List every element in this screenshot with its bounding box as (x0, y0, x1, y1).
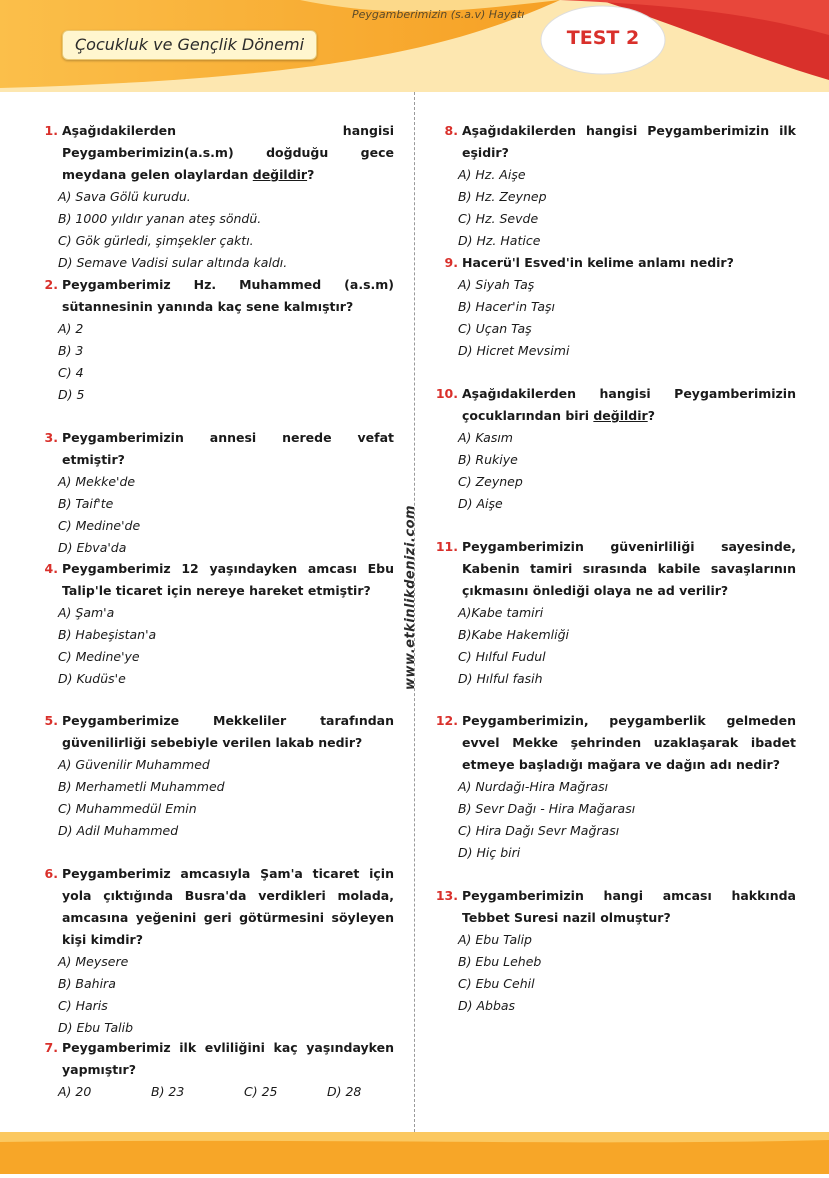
option-b[interactable]: B) Habeşistan'a (58, 627, 157, 642)
question-number: 11. (435, 539, 458, 554)
option-b[interactable]: B) 1000 yıldır yanan ateş söndü. (58, 211, 262, 226)
option-a[interactable]: A) 2 (58, 321, 84, 336)
question-text (62, 120, 394, 186)
option-c[interactable]: C) 25 (244, 1084, 278, 1099)
question-text-part: ? (647, 408, 655, 423)
option-b[interactable]: B) Merhametli Muhammed (58, 779, 225, 794)
option-a[interactable]: A) Meysere (58, 954, 129, 969)
question-number: 1. (44, 123, 58, 138)
option-a[interactable]: A) Hz. Aişe (458, 167, 526, 182)
footer-banner (0, 1132, 829, 1174)
question-text: Peygamberimize Mekkeliler tarafından güvenilirliği sebebiyle verilen lakab nedir? (62, 713, 394, 750)
option-b[interactable]: B) Rukiye (458, 452, 518, 467)
question-number: 6. (44, 866, 58, 881)
question-number: 4. (44, 561, 58, 576)
option-c[interactable]: C) Ebu Cehil (458, 976, 535, 991)
question-13 (434, 885, 796, 1017)
option-c[interactable]: C) Hılful Fudul (458, 649, 546, 664)
option-b[interactable]: B) Bahira (58, 976, 116, 991)
option-a[interactable]: A)Kabe tamiri (458, 605, 544, 620)
option-a[interactable]: A) 20 (58, 1084, 92, 1099)
question-text: Peygamberimiz 12 yaşındayken amcası Ebu Talip'le ticaret için nereye hareket etmiştir? (62, 561, 394, 598)
question-8 (434, 120, 796, 252)
option-b[interactable]: B) 3 (58, 343, 84, 358)
subject-title: Peygamberimizin (s.a.v) Hayatı (352, 8, 525, 21)
question-number: 10. (435, 386, 458, 401)
question-number: 7. (44, 1040, 58, 1055)
option-c[interactable]: C) Hira Dağı Sevr Mağrası (458, 823, 620, 838)
question-text: Peygamberimiz Hz. Muhammed (a.s.m) sütannesinin yanında kaç sene kalmıştır? (62, 277, 394, 314)
website-watermark: www.etkinlikdenizi.com (403, 504, 418, 690)
option-d[interactable]: D) Ebva'da (58, 540, 127, 555)
question-number: 2. (44, 277, 58, 292)
question-2 (40, 274, 394, 406)
question-text: Peygamberimizin güvenirliliği sayesinde, Kabenin tamiri sırasında kabile savaşlarının çıkmasını önlediği olaya ne ad verilir? (462, 539, 796, 598)
question-emphasis: değildir (593, 408, 648, 423)
option-a[interactable]: A) Ebu Talip (458, 932, 532, 947)
option-d[interactable]: D) Kudüs'e (58, 671, 126, 686)
option-c[interactable]: C) Uçan Taş (458, 321, 532, 336)
question-6 (40, 863, 394, 1039)
question-3 (40, 427, 394, 559)
question-10 (434, 383, 796, 515)
option-c[interactable]: C) Hz. Sevde (458, 211, 539, 226)
option-d[interactable]: D) Hılful fasih (458, 671, 543, 686)
option-d[interactable]: D) 28 (327, 1084, 362, 1099)
option-c[interactable]: C) Medine'ye (58, 649, 140, 664)
option-a[interactable]: A) Kasım (458, 430, 513, 445)
question-text: Hacerü'l Esved'in kelime anlamı nedir? (462, 255, 734, 270)
option-c[interactable]: C) Haris (58, 998, 108, 1013)
question-number: 13. (435, 888, 458, 903)
option-a[interactable]: A) Nurdağı-Hira Mağrası (458, 779, 609, 794)
option-d[interactable]: D) 5 (58, 387, 85, 402)
option-b[interactable]: B) 23 (151, 1084, 185, 1099)
option-a[interactable]: A) Mekke'de (58, 474, 136, 489)
question-text: Peygamberimizin hangi amcası hakkında Tebbet Suresi nazil olmuştur? (462, 888, 796, 925)
question-text (462, 383, 796, 427)
unit-title: Çocukluk ve Gençlik Dönemi (62, 30, 317, 60)
question-number: 5. (44, 713, 58, 728)
question-emphasis: değildir (252, 167, 308, 182)
question-1 (40, 120, 394, 274)
option-d[interactable]: D) Adil Muhammed (58, 823, 179, 838)
option-d[interactable]: D) Semave Vadisi sular altında kaldı. (58, 255, 288, 270)
option-a[interactable]: A) Güvenilir Muhammed (58, 757, 210, 772)
question-number: 9. (444, 255, 458, 270)
question-12 (434, 710, 796, 864)
option-c[interactable]: C) 4 (58, 365, 84, 380)
option-d[interactable]: D) Hz. Hatice (458, 233, 541, 248)
option-b[interactable]: B) Hz. Zeynep (458, 189, 547, 204)
option-a[interactable]: A) Siyah Taş (458, 277, 535, 292)
question-11 (434, 536, 796, 690)
page-header (0, 0, 829, 92)
option-b[interactable]: B) Taif'te (58, 496, 114, 511)
option-c[interactable]: C) Gök gürledi, şimşekler çaktı. (58, 233, 254, 248)
option-a[interactable]: A) Sava Gölü kurudu. (58, 189, 191, 204)
question-5 (40, 710, 394, 842)
option-c[interactable]: C) Zeynep (458, 474, 523, 489)
option-c[interactable]: C) Medine'de (58, 518, 141, 533)
question-text-part: ? (307, 167, 315, 182)
option-b[interactable]: B) Ebu Leheb (458, 954, 542, 969)
option-d[interactable]: D) Hiç biri (458, 845, 521, 860)
option-d[interactable]: D) Ebu Talib (58, 1020, 134, 1035)
question-text: Peygamberimizin, peygamberlik gelmeden evvel Mekke şehrinden uzaklaşarak ibadet etmeye başladığı mağara ve dağın adı nedir? (462, 713, 796, 772)
question-text-part: Aşağıdakilerden hangisi Peygamberimizin çocuklarından biri (462, 386, 796, 423)
option-b[interactable]: B) Sevr Dağı - Hira Mağarası (458, 801, 636, 816)
option-d[interactable]: D) Abbas (458, 998, 516, 1013)
question-4 (40, 558, 394, 690)
option-d[interactable]: D) Aişe (458, 496, 503, 511)
option-b[interactable]: B) Hacer'in Taşı (458, 299, 555, 314)
question-9 (434, 252, 796, 362)
question-text: Peygamberimiz amcasıyla Şam'a ticaret için yola çıktığında Busra'da verdikleri molada, amcasına yeğenini geri götürmesini söyleyen kişi kimdir? (62, 866, 394, 947)
question-text: Peygamberimizin annesi nerede vefat etmiştir? (62, 430, 394, 467)
question-text-part: Aşağıdakilerden hangisi Peygamberimizin(a.s.m) doğduğu gece meydana gelen olaylardan (62, 123, 394, 182)
question-text: Peygamberimiz ilk evliliğini kaç yaşındayken yapmıştır? (62, 1040, 394, 1077)
question-number: 8. (444, 123, 458, 138)
question-7 (40, 1037, 394, 1103)
test-label: TEST 2 (566, 27, 640, 49)
question-text: Aşağıdakilerden hangisi Peygamberimizin ilk eşidir? (462, 123, 796, 160)
option-b[interactable]: B)Kabe Hakemliği (458, 627, 569, 642)
option-d[interactable]: D) Hicret Mevsimi (458, 343, 570, 358)
option-c[interactable]: C) Muhammedül Emin (58, 801, 197, 816)
page-footer (0, 1132, 829, 1174)
question-number: 12. (435, 713, 458, 728)
option-a[interactable]: A) Şam'a (58, 605, 115, 620)
question-number: 3. (44, 430, 58, 445)
